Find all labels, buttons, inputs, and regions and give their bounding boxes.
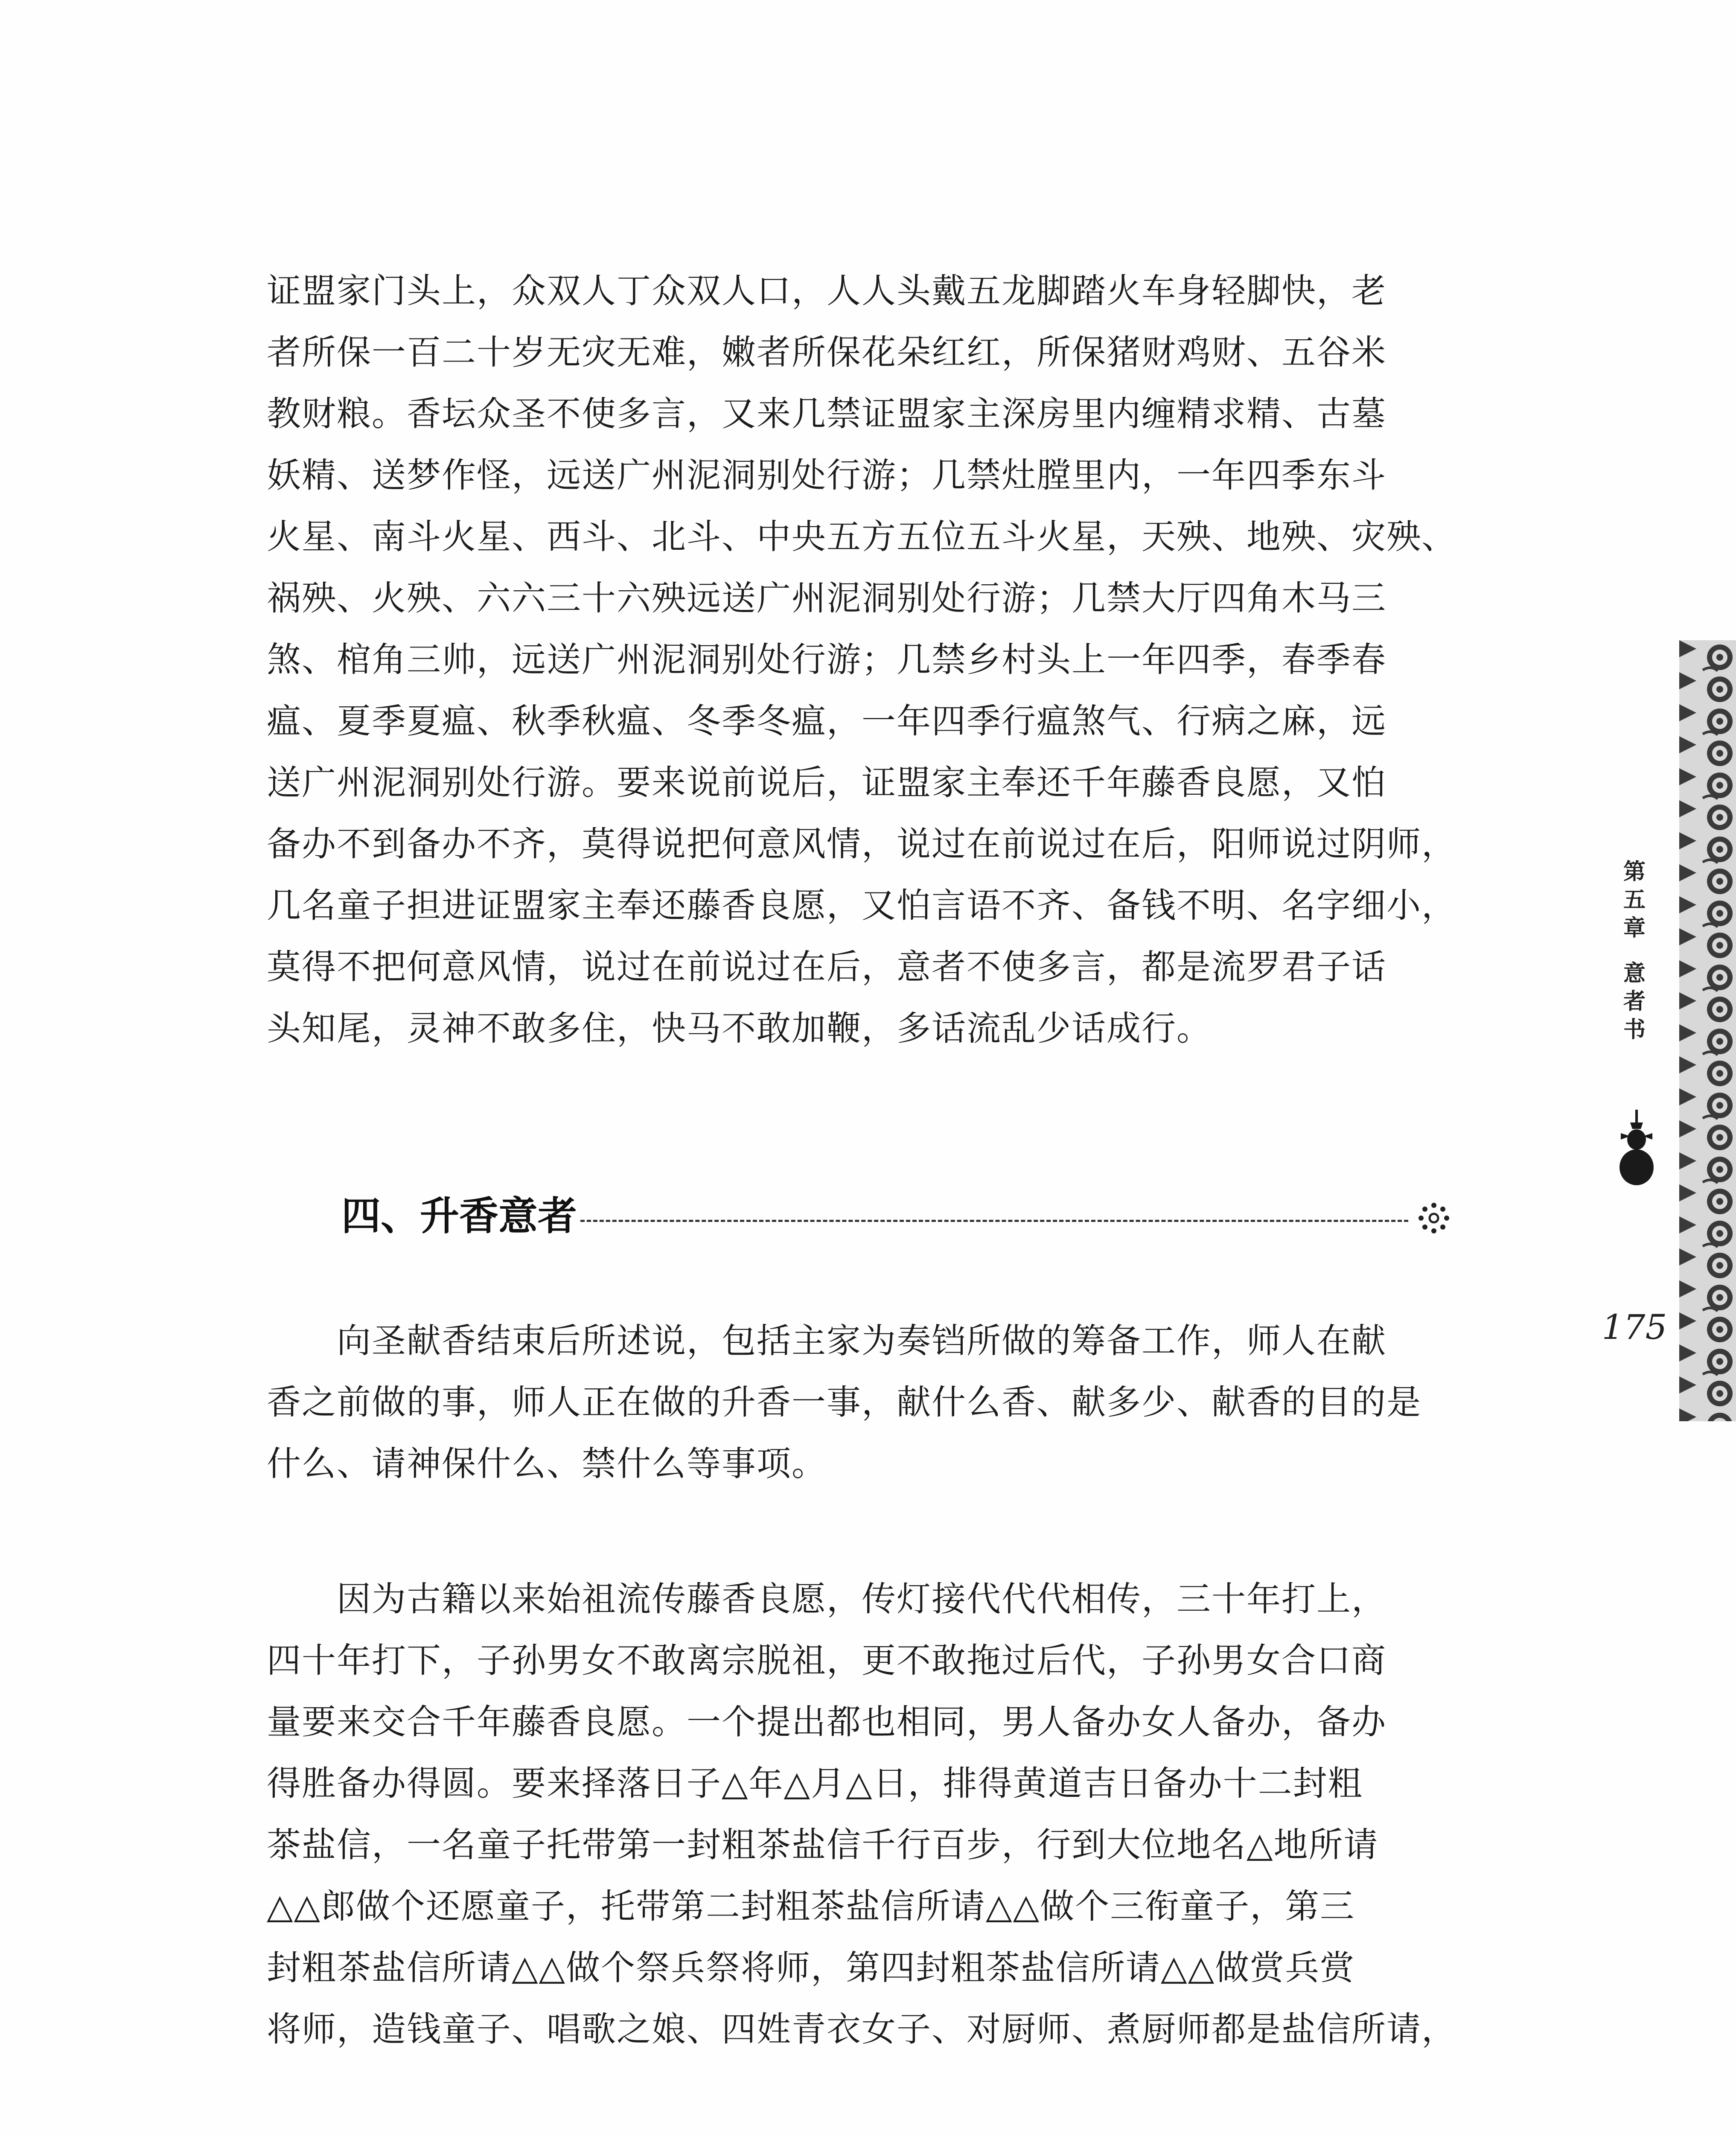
text-line: 教财粮。香坛众圣不使多言，又来几禁证盟家主深房里内缠精求精、古墓 <box>267 394 1386 434</box>
text-line: 茶盐信，一名童子托带第一封粗茶盐信千行百步，行到大位地名△地所请 <box>267 1825 1379 1865</box>
text-line: 妖精、送梦作怪，远送广州泥洞别处行游；几禁灶膛里内，一年四季东斗 <box>267 455 1386 495</box>
section-heading <box>341 1191 1464 1242</box>
decorative-border-band <box>1679 640 1736 1421</box>
text-line: 什么、请神保什么、禁什么等事项。 <box>267 1444 827 1484</box>
text-line: 将师，造钱童子、唱歌之娘、四姓青衣女子、对厨师、煮厨师都是盐信所请， <box>267 2009 1456 2049</box>
chapter-char: 第 <box>1623 859 1646 885</box>
rosette-ornament-icon <box>1417 1201 1451 1235</box>
text-line: 证盟家门头上，众双人丁众双人口，人人头戴五龙脚踏火车身轻脚快，老 <box>267 271 1386 311</box>
paragraph-incantation <box>267 260 1462 1059</box>
text-line: 因为古籍以来始祖流传藤香良愿，传灯接代代代相传，三十年打上， <box>267 1579 1386 1619</box>
text-line: 几名童子担进证盟家主奉还藤香良愿，又怕言语不齐、备钱不明、名字细小， <box>267 886 1456 925</box>
title-char: 意 <box>1623 961 1646 986</box>
chapter-side-tab <box>1609 858 1660 1044</box>
text-line: 封粗茶盐信所请△△做个祭兵祭将师，第四封粗茶盐信所请△△做赏兵赏 <box>267 1948 1355 1988</box>
section-title: 四、升香意者 <box>341 1193 577 1239</box>
text-line: 祸殃、火殃、六六三十六殃远送广州泥洞别处行游；几禁大厅四角木马三 <box>267 578 1386 618</box>
title-char: 书 <box>1623 1017 1646 1043</box>
text-line: 香之前做的事，师人正在做的升香一事，献什么香、献多少、献香的目的是 <box>267 1382 1421 1422</box>
gourd-icon <box>1617 1110 1656 1187</box>
text-line: 送广州泥洞别处行游。要来说前说后，证盟家主奉还千年藤香良愿，又怕 <box>267 763 1386 802</box>
text-line: 向圣献香结束后所述说，包括主家为奏铛所做的筹备工作，师人在献 <box>267 1321 1386 1361</box>
text-line: 火星、南斗火星、西斗、北斗、中央五方五位五斗火星，天殃、地殃、灾殃、 <box>267 517 1456 557</box>
text-line: △△郎做个还愿童子，托带第二封粗茶盐信所请△△做个三衔童子，第三 <box>267 1886 1355 1926</box>
text-line: 者所保一百二十岁无灾无难，嫩者所保花朵红红，所保猪财鸡财、五谷米 <box>267 332 1386 372</box>
text-line: 备办不到备办不齐，莫得说把何意风情，说过在前说过在后，阳师说过阴师， <box>267 824 1456 864</box>
text-line: 头知尾，灵神不敢多住，快马不敢加鞭，多话流乱少话成行。 <box>267 1009 1212 1048</box>
dotted-leader-line <box>580 1220 1408 1222</box>
text-line: 量要来交合千年藤香良愿。一个提出都也相同，男人备办女人备办，备办 <box>267 1702 1386 1742</box>
page-number: 175 <box>1602 1307 1667 1347</box>
title-char: 者 <box>1623 989 1646 1015</box>
text-line: 莫得不把何意风情，说过在前说过在后，意者不使多言，都是流罗君子话 <box>267 947 1386 987</box>
text-line: 煞、棺角三帅，远送广州泥洞别处行游；几禁乡村头上一年四季，春季春 <box>267 640 1386 679</box>
text-line: 得胜备办得圆。要来择落日子△年△月△日，排得黄道吉日备办十二封粗 <box>267 1764 1363 1803</box>
chapter-char: 五 <box>1623 887 1646 913</box>
chapter-char: 章 <box>1623 915 1646 941</box>
text-line: 四十年打下，子孙男女不敢离宗脱祖，更不敢拖过后代，子孙男女合口商 <box>267 1641 1386 1680</box>
text-line: 瘟、夏季夏瘟、秋季秋瘟、冬季冬瘟，一年四季行瘟煞气、行病之麻，远 <box>267 701 1386 741</box>
paragraph-description <box>267 1310 1462 1495</box>
paragraph-incantation-2 <box>267 1568 1462 2060</box>
